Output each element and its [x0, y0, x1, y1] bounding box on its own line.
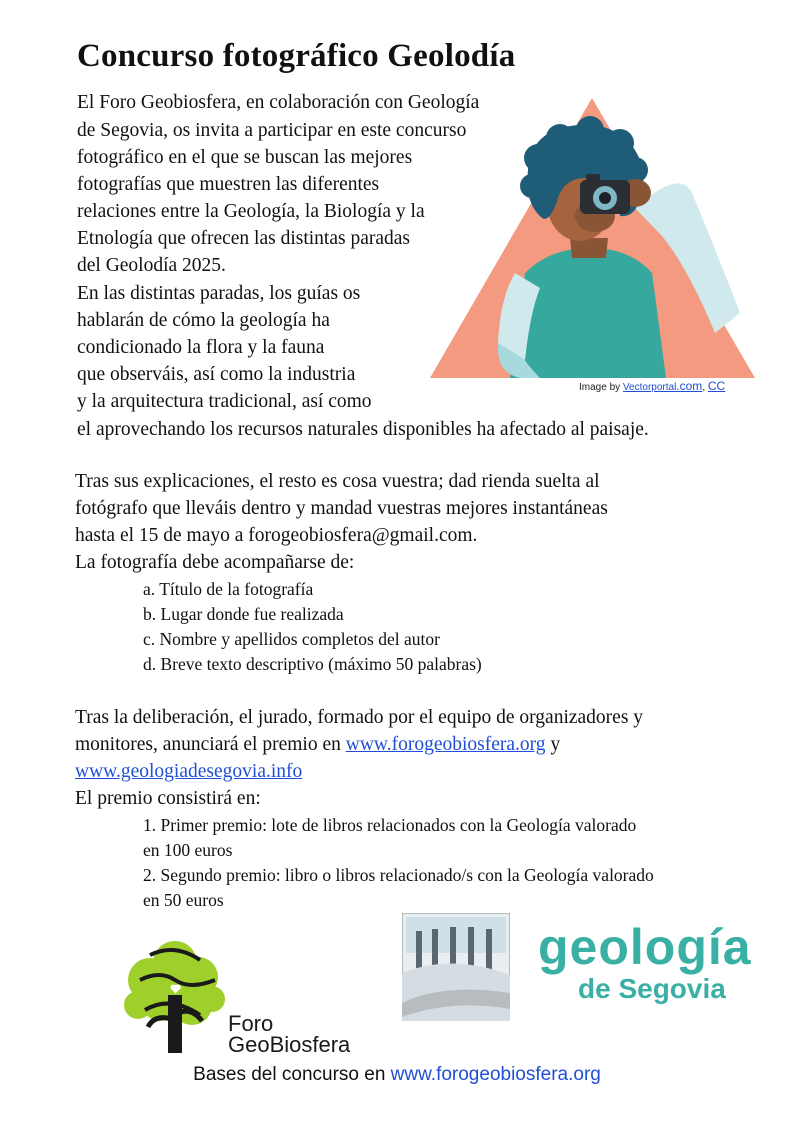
list-item: b. Lugar donde fue realizada [143, 604, 344, 624]
prize-intro: El premio consistirá en: [75, 788, 261, 809]
instructions-line: Tras sus explicaciones, el resto es cosa vuestra; dad rienda suelta al [75, 471, 600, 492]
intro-line: En las distintas paradas, los guías os [77, 283, 361, 304]
geologiadesegovia-link[interactable]: www.geologiadesegovia.info [75, 761, 303, 782]
jury-line [75, 733, 560, 757]
photographer-illustration [430, 98, 755, 380]
forogeobiosfera-link[interactable]: www.forogeobiosfera.org [345, 734, 546, 755]
intro-line: relaciones entre la Geología, la Biología y la [77, 201, 425, 222]
intro-line: hablarán de cómo la geología ha [77, 310, 330, 331]
list-item: 2. Segundo premio: libro o libros relacionado/s con la Geología valorado [143, 865, 654, 885]
jury-line: Tras la deliberación, el jurado, formado por el equipo de organizadores y [75, 707, 644, 728]
jury-line [75, 760, 302, 784]
image-credit [579, 379, 725, 393]
intro-line: fotográfico en el que se buscan las mejores [77, 147, 413, 168]
intro-line: Etnología que ofrecen las distintas paradas [77, 228, 411, 249]
foro-logo-line2: GeoBiosfera [228, 1032, 351, 1057]
credit-prefix: Image by [579, 382, 623, 393]
credit-separator: , [702, 382, 708, 393]
instructions-line: La fotografía debe acompañarse de: [75, 552, 355, 573]
credit-source-suffix[interactable]: .com [676, 379, 703, 393]
list-item: en 50 euros [143, 890, 224, 910]
list-item: 1. Primer premio: lote de libros relacionados con la Geología valorado [143, 815, 637, 835]
geologia-logo-subtitle: de Segovia [578, 973, 726, 1004]
credit-license-link[interactable]: CC [707, 379, 726, 393]
list-item: d. Breve texto descriptivo (máximo 50 palabras) [143, 654, 482, 674]
instructions-line: hasta el 15 de mayo a forogeobiosfera@gmail.com. [75, 525, 478, 546]
intro-line: de Segovia, os invita a participar en este concurso [77, 120, 467, 141]
intro-line: el aprovechando los recursos naturales disponibles ha afectado al paisaje. [77, 419, 649, 440]
list-item: a. Título de la fotografía [143, 579, 314, 599]
intro-line: El Foro Geobiosfera, en colaboración con Geología [77, 92, 480, 113]
list-item: en 100 euros [143, 840, 233, 860]
page-title: Concurso fotográfico Geolodía [77, 38, 516, 74]
geologia-logo-title: geología [538, 919, 752, 975]
foro-geobiosfera-logo-text [228, 1013, 350, 1055]
footer [0, 1064, 794, 1086]
geologia-road-image [402, 913, 510, 1021]
intro-line: del Geolodía 2025. [77, 255, 226, 276]
footer-text: Bases del concurso en [193, 1064, 391, 1085]
intro-line: y la arquitectura tradicional, así como [77, 391, 372, 412]
intro-line: condicionado la flora y la fauna [77, 337, 325, 358]
intro-line: fotografías que muestren las diferentes [77, 174, 380, 195]
credit-source-link[interactable]: Vectorportal [622, 382, 677, 393]
intro-line: que observáis, así como la industria [77, 364, 356, 385]
footer-link[interactable]: www.forogeobiosfera.org [390, 1064, 601, 1085]
jury-line-text: monitores, anunciará el premio en [75, 734, 346, 755]
list-item: c. Nombre y apellidos completos del autor [143, 629, 440, 649]
foro-logo-line1: Foro [228, 1011, 274, 1036]
instructions-line: fotógrafo que lleváis dentro y mandad vuestras mejores instantáneas [75, 498, 608, 519]
jury-line-suffix: y [545, 734, 561, 755]
foro-geobiosfera-logo-icon [120, 935, 230, 1057]
